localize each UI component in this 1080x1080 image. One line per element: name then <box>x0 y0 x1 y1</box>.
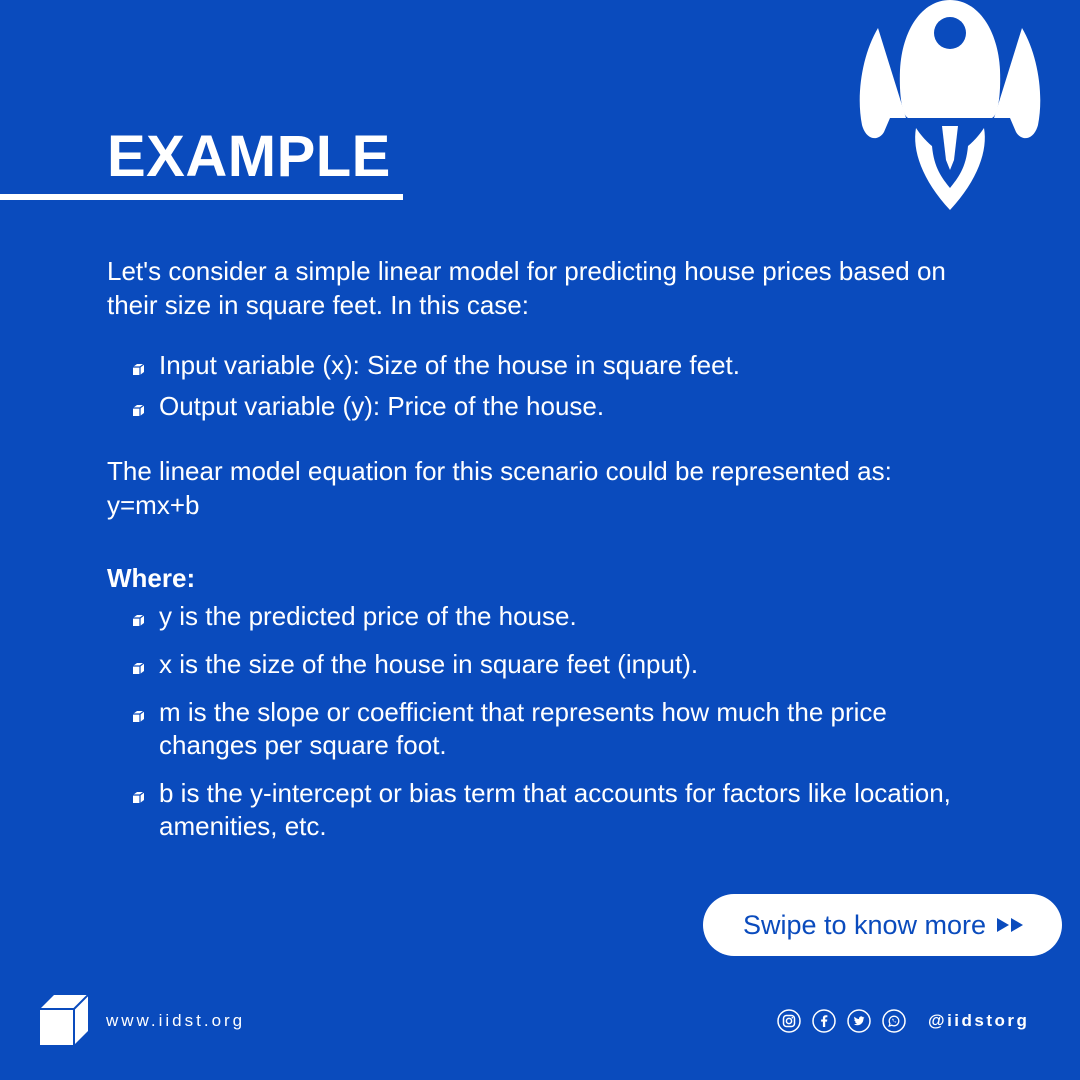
social-handle[interactable]: @iidstorg <box>928 1011 1030 1030</box>
list-item <box>130 390 979 423</box>
list-item <box>130 600 979 633</box>
cube-icon <box>132 662 145 675</box>
list-item <box>130 696 979 762</box>
swipe-button[interactable] <box>703 894 1062 956</box>
list-item <box>130 777 979 843</box>
list-item-text: b is the y-intercept or bias term that accounts for factors like location, amenities, etc. <box>159 778 951 841</box>
list-item <box>130 648 979 681</box>
list-item-text: m is the slope or coefficient that represents how much the price changes per square foot. <box>159 697 887 760</box>
website-link[interactable]: www.iidst.org <box>106 1011 246 1030</box>
instagram-icon[interactable] <box>777 1009 801 1033</box>
equation-paragraph: The linear model equation for this scenario could be represented as: y=mx+b <box>107 456 892 520</box>
cube-icon <box>132 791 145 804</box>
twitter-icon[interactable] <box>847 1009 871 1033</box>
title-underline <box>0 194 403 200</box>
variables-list <box>130 349 979 423</box>
cube-icon <box>132 404 145 417</box>
list-item-text: y is the predicted price of the house. <box>159 601 577 631</box>
list-item-text: Output variable (y): Price of the house. <box>159 391 605 421</box>
where-label: Where: <box>107 563 196 593</box>
fast-forward-icon <box>996 916 1026 934</box>
intro-paragraph: Let's consider a simple linear model for predicting house prices based on their size in square feet. In this case: <box>107 256 946 320</box>
list-item <box>130 349 979 382</box>
rocket-icon <box>850 0 1050 210</box>
social-icons <box>777 1009 906 1033</box>
cube-icon <box>132 710 145 723</box>
swipe-button-label: Swipe to know more <box>742 909 987 940</box>
definitions-list <box>130 600 979 843</box>
list-item-text: Input variable (x): Size of the house in square feet. <box>159 350 741 380</box>
cube-icon <box>132 363 145 376</box>
whatsapp-icon[interactable] <box>882 1009 906 1033</box>
facebook-icon[interactable] <box>812 1009 836 1033</box>
cube-icon <box>132 614 145 627</box>
cube-logo-icon <box>40 995 88 1045</box>
page-title: EXAMPLE <box>107 124 391 189</box>
list-item-text: x is the size of the house in square feet (input). <box>159 649 699 679</box>
